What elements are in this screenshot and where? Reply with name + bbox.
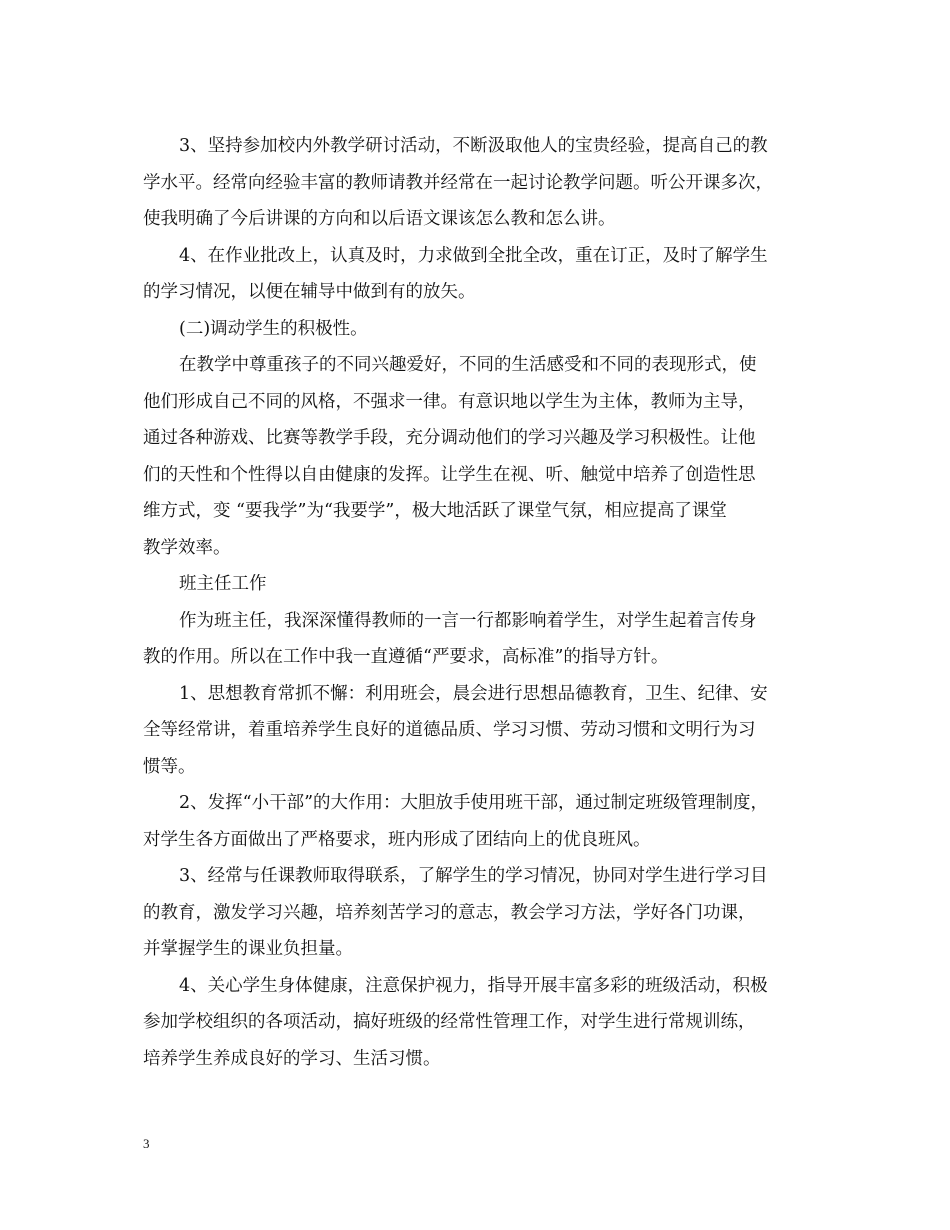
text-line: 通过各种游戏、比赛等教学手段，充分调动他们的学习兴趣及学习积极性。让他	[143, 428, 756, 448]
text-line: 作为班主任，我深深懂得教师的一言一行都影响着学生，对学生起着言传身	[179, 610, 757, 631]
text-line: 3、坚持参加校内外教学研讨活动，不断汲取他人的宝贵经验，提高自己的教	[179, 136, 768, 156]
text-line: 2、发挥“小干部”的大作用：大胆放手使用班干部，通过制定班级管理制度，	[179, 793, 769, 813]
text-line: 们的天性和个性得以自由健康的发挥。让学生在视、听、触觉中培养了创造性思	[143, 464, 756, 485]
text-line: 1、思想教育常抓不懈：利用班会，晨会进行思想品德教育，卫生、纪律、安	[179, 683, 768, 704]
section-heading: 班主任工作	[179, 574, 267, 594]
text-line: 全等经常讲，着重培养学生良好的道德品质、学习习惯、劳动习惯和文明行为习	[143, 720, 756, 740]
text-line: 学水平。经常向经验丰富的教师请教并经常在一起讨论教学问题。听公开课多次，	[143, 172, 773, 193]
section-heading: (二)调动学生的积极性。	[179, 318, 368, 339]
text-line: 维方式，变 “要我学”为“我要学”，极大地活跃了课堂气氛，相应提高了课堂	[143, 501, 727, 521]
text-line: 惯等。	[143, 756, 196, 777]
text-line: 3、经常与任课教师取得联系，了解学生的学习情况，协同对学生进行学习目	[179, 866, 768, 886]
text-line: 对学生各方面做出了严格要求，班内形成了团结向上的优良班风。	[143, 829, 651, 850]
text-line: 在教学中尊重孩子的不同兴趣爱好，不同的生活感受和不同的表现形式，使	[179, 355, 757, 375]
text-line: 教学效率。	[143, 537, 231, 558]
document-body	[143, 128, 813, 1077]
text-line: 4、在作业批改上，认真及时，力求做到全批全改，重在订正，及时了解学生	[179, 245, 768, 266]
page-number: 3	[143, 1136, 150, 1151]
text-line: 使我明确了今后讲课的方向和以后语文课该怎么教和怎么讲。	[143, 209, 616, 229]
text-line: 培养学生养成良好的学习、生活习惯。	[143, 1048, 441, 1069]
text-line: 参加学校组织的各项活动，搞好班级的经常性管理工作，对学生进行常规训练，	[143, 1012, 756, 1032]
text-line: 的学习情况，以便在辅导中做到有的放矢。	[143, 282, 476, 302]
text-line: 教的作用。所以在工作中我一直遵循“严要求，高标准”的指导方针。	[143, 647, 669, 667]
text-line: 的教育，激发学习兴趣，培养刻苦学习的意志，教会学习方法，学好各门功课，	[143, 902, 756, 923]
text-line: 他们形成自己不同的风格，不强求一律。有意识地以学生为主体，教师为主导，	[143, 391, 756, 412]
text-line: 并掌握学生的课业负担量。	[143, 939, 353, 959]
text-line: 4、关心学生身体健康，注意保护视力，指导开展丰富多彩的班级活动，积极	[179, 975, 768, 996]
